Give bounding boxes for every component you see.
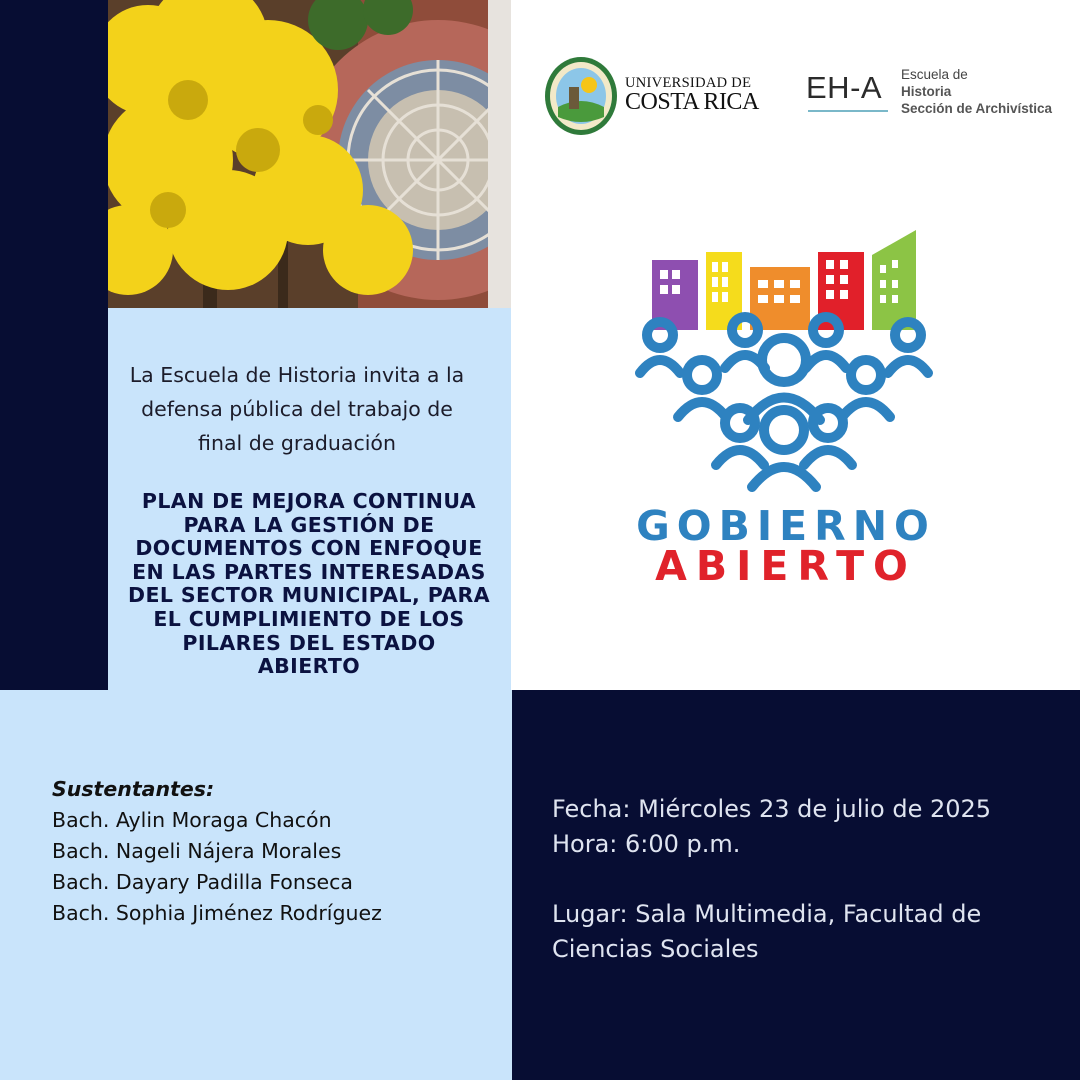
presenter-name: Bach. Dayary Padilla Fonseca: [52, 870, 353, 894]
navy-left-panel: [0, 0, 108, 690]
thesis-title-line: EN LAS PARTES INTERESADAS: [132, 559, 486, 584]
event-place: Ciencias Sociales: [552, 935, 759, 963]
presenters-list: [52, 774, 382, 929]
presenter-name: Bach. Sophia Jiménez Rodríguez: [52, 901, 382, 925]
eha-line2: Historia: [901, 84, 952, 99]
campus-photo: [108, 0, 511, 308]
ucr-seal-icon: [543, 55, 621, 137]
invitation-line: La Escuela de Historia invita a la: [129, 363, 465, 387]
buildings-people-icon: [630, 225, 940, 505]
thesis-title-line: DEL SECTOR MUNICIPAL, PARA: [128, 583, 490, 608]
thesis-title-line: EL CUMPLIMIENTO DE LOS: [153, 606, 465, 631]
eha-logo: [806, 66, 1080, 116]
thesis-title-line: PARA LA GESTIÓN DE: [183, 512, 435, 537]
presenter-name: Bach. Nageli Nájera Morales: [52, 839, 342, 863]
eha-line1: Escuela de: [901, 67, 968, 82]
event-time: Hora: 6:00 p.m.: [552, 830, 741, 858]
ucr-name-line2: COSTA RICA: [625, 89, 759, 115]
event-date: Fecha: Miércoles 23 de julio de 2025: [552, 795, 992, 823]
gobierno-word: GOBIERNO: [636, 502, 936, 550]
invitation-line: defensa pública del trabajo de: [141, 397, 453, 421]
thesis-title-line: PILARES DEL ESTADO ABIERTO: [182, 630, 436, 679]
presenters-heading: Sustentantes:: [52, 777, 215, 801]
invitation-text: [112, 358, 482, 460]
thesis-title-line: PLAN DE MEJORA CONTINUA: [141, 489, 477, 513]
eha-acronym: EH-A: [806, 70, 883, 105]
eha-line3: Sección de Archivística: [901, 101, 1053, 116]
thesis-title: [128, 490, 490, 679]
event-details: [552, 792, 991, 967]
eha-underline: [808, 110, 888, 112]
eha-school-name: [901, 66, 1052, 117]
invitation-line: final de graduación: [198, 431, 396, 455]
event-place: Lugar: Sala Multimedia, Facultad de: [552, 900, 982, 928]
ucr-name-line1: UNIVERSIDAD DE: [625, 75, 752, 91]
thesis-title-line: DOCUMENTOS CON ENFOQUE: [135, 536, 483, 561]
abierto-word: ABIERTO: [655, 542, 917, 590]
ucr-logo: [543, 55, 773, 137]
presenter-name: Bach. Aylin Moraga Chacón: [52, 808, 332, 832]
